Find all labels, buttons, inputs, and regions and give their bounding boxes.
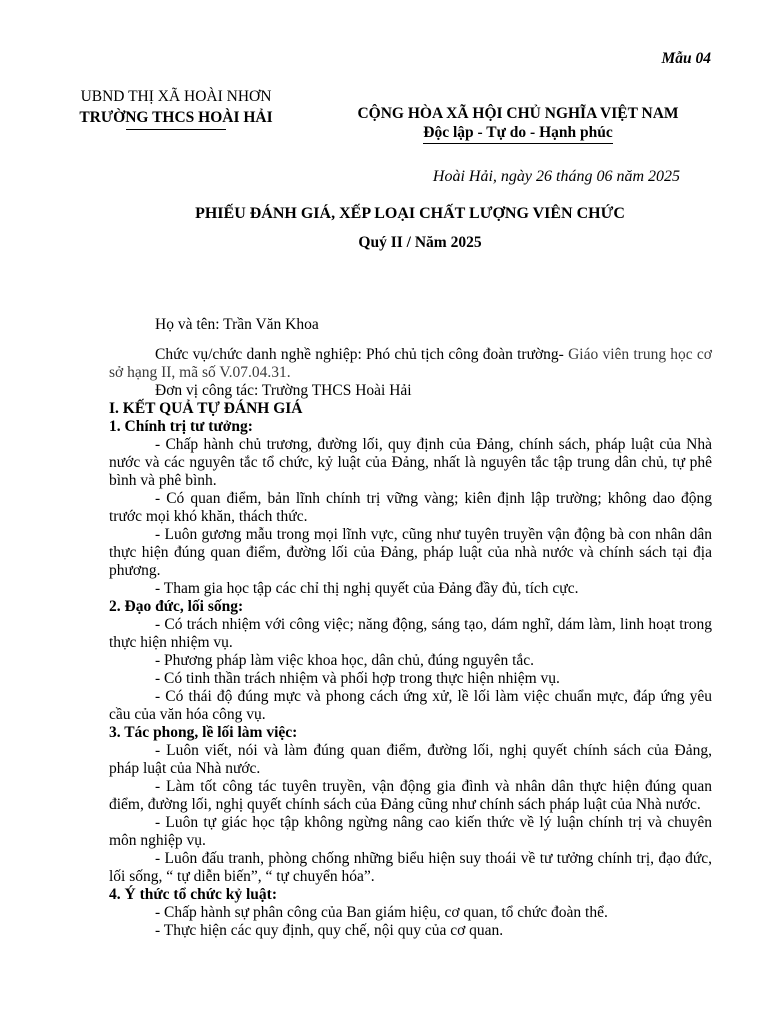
list-item: - Có thái độ đúng mực và phong cách ứng xử, lề lối làm việc chuẩn mực, đáp ứng yêu cầu của văn hóa công vụ. <box>109 688 712 723</box>
subsection-heading: 4. Ý thức tổ chức kỷ luật: <box>109 886 277 903</box>
list-item: - Chấp hành sự phân công của Ban giám hiệu, cơ quan, tổ chức đoàn thể. <box>155 904 608 921</box>
date-line: Hoài Hải, ngày 26 tháng 06 năm 2025 <box>432 168 680 185</box>
subsection-heading: 3. Tác phong, lề lối làm việc: <box>109 724 298 741</box>
document-title: PHIẾU ĐÁNH GIÁ, XẾP LOẠI CHẤT LƯỢNG VIÊN CHỨC <box>195 205 625 222</box>
list-item: - Luôn tự giác học tập không ngừng nâng cao kiến thức về lý luận chính trị và chuyên môn nghiệp vụ. <box>109 814 712 849</box>
subsection-heading: 2. Đạo đức, lối sống: <box>109 598 244 615</box>
list-item: - Luôn đấu tranh, phòng chống những biểu hiện suy thoái về tư tưởng chính trị, đạo đức, lối sống, “ tự diễn biến”, “ tự chuyển hóa”. <box>109 850 712 885</box>
list-item: - Luôn gương mẫu trong mọi lĩnh vực, cũng như tuyên truyền vận động bà con nhân dân thực hiện đúng quan điểm, đường lối của Đảng, pháp luật của nhà nước và chính sách tại địa phương. <box>109 526 712 579</box>
list-item: - Thực hiện các quy định, quy chế, nội quy của cơ quan. <box>155 922 504 939</box>
name-line: Họ và tên: Trần Văn Khoa <box>155 316 319 333</box>
document-body <box>109 316 712 940</box>
form-code: Mẫu 04 <box>661 50 711 67</box>
school-name: TRƯỜNG THCS HOÀI HẢI <box>79 109 273 126</box>
list-item: - Luôn viết, nói và làm đúng quan điểm, đường lối, nghị quyết chính sách của Đảng, pháp luật của Nhà nước. <box>109 742 712 777</box>
national-title: CỘNG HÒA XÃ HỘI CHỦ NGHĨA VIỆT NAM <box>357 105 679 122</box>
position-line-a: Chức vụ/chức danh nghề nghiệp: Phó chủ tịch công đoàn trường- <box>155 346 564 363</box>
agency-name: UBND THỊ XÃ HOÀI NHƠN <box>80 88 272 105</box>
list-item: - Có quan điểm, bản lĩnh chính trị vững vàng; kiên định lập trường; không dao động trước mọi khó khăn, thách thức. <box>109 490 712 525</box>
national-motto: Độc lập - Tự do - Hạnh phúc <box>423 123 612 144</box>
list-item: - Chấp hành chủ trương, đường lối, quy định của Đảng, chính sách, pháp luật của Nhà nước và các nguyên tắc tổ chức, kỷ luật của Đảng, nhất là nguyên tắc tập trung dân chủ, tự phê bình và phê bình. <box>109 436 712 489</box>
list-item: - Có tinh thần trách nhiệm và phối hợp trong thực hiện nhiệm vụ. <box>155 670 560 687</box>
position-line <box>109 346 712 382</box>
national-header <box>320 104 716 144</box>
agency-header <box>78 86 274 130</box>
subsection-heading: 1. Chính trị tư tưởng: <box>109 418 253 435</box>
list-item: - Làm tốt công tác tuyên truyền, vận động gia đình và nhân dân thực hiện đúng quan điểm, đường lối, nghị quyết chính sách của Đảng cũng như chính sách pháp luật của Nhà nước. <box>109 778 712 813</box>
section-heading: I. KẾT QUẢ TỰ ĐÁNH GIÁ <box>109 400 303 417</box>
position-line-b: Giáo viên trung học cơ sở hạng II, mã số V.07.04.31. <box>109 346 712 381</box>
list-item: - Có trách nhiệm với công việc; năng động, sáng tạo, dám nghĩ, dám làm, linh hoạt trong thực hiện nhiệm vụ. <box>109 616 712 651</box>
list-item: - Phương pháp làm việc khoa học, dân chủ, đúng nguyên tắc. <box>155 652 535 669</box>
agency-underline <box>126 129 226 130</box>
list-item: - Tham gia học tập các chỉ thị nghị quyết của Đảng đầy đủ, tích cực. <box>155 580 579 597</box>
document-subtitle: Quý II / Năm 2025 <box>358 234 482 251</box>
unit-line: Đơn vị công tác: Trường THCS Hoài Hải <box>155 382 412 399</box>
